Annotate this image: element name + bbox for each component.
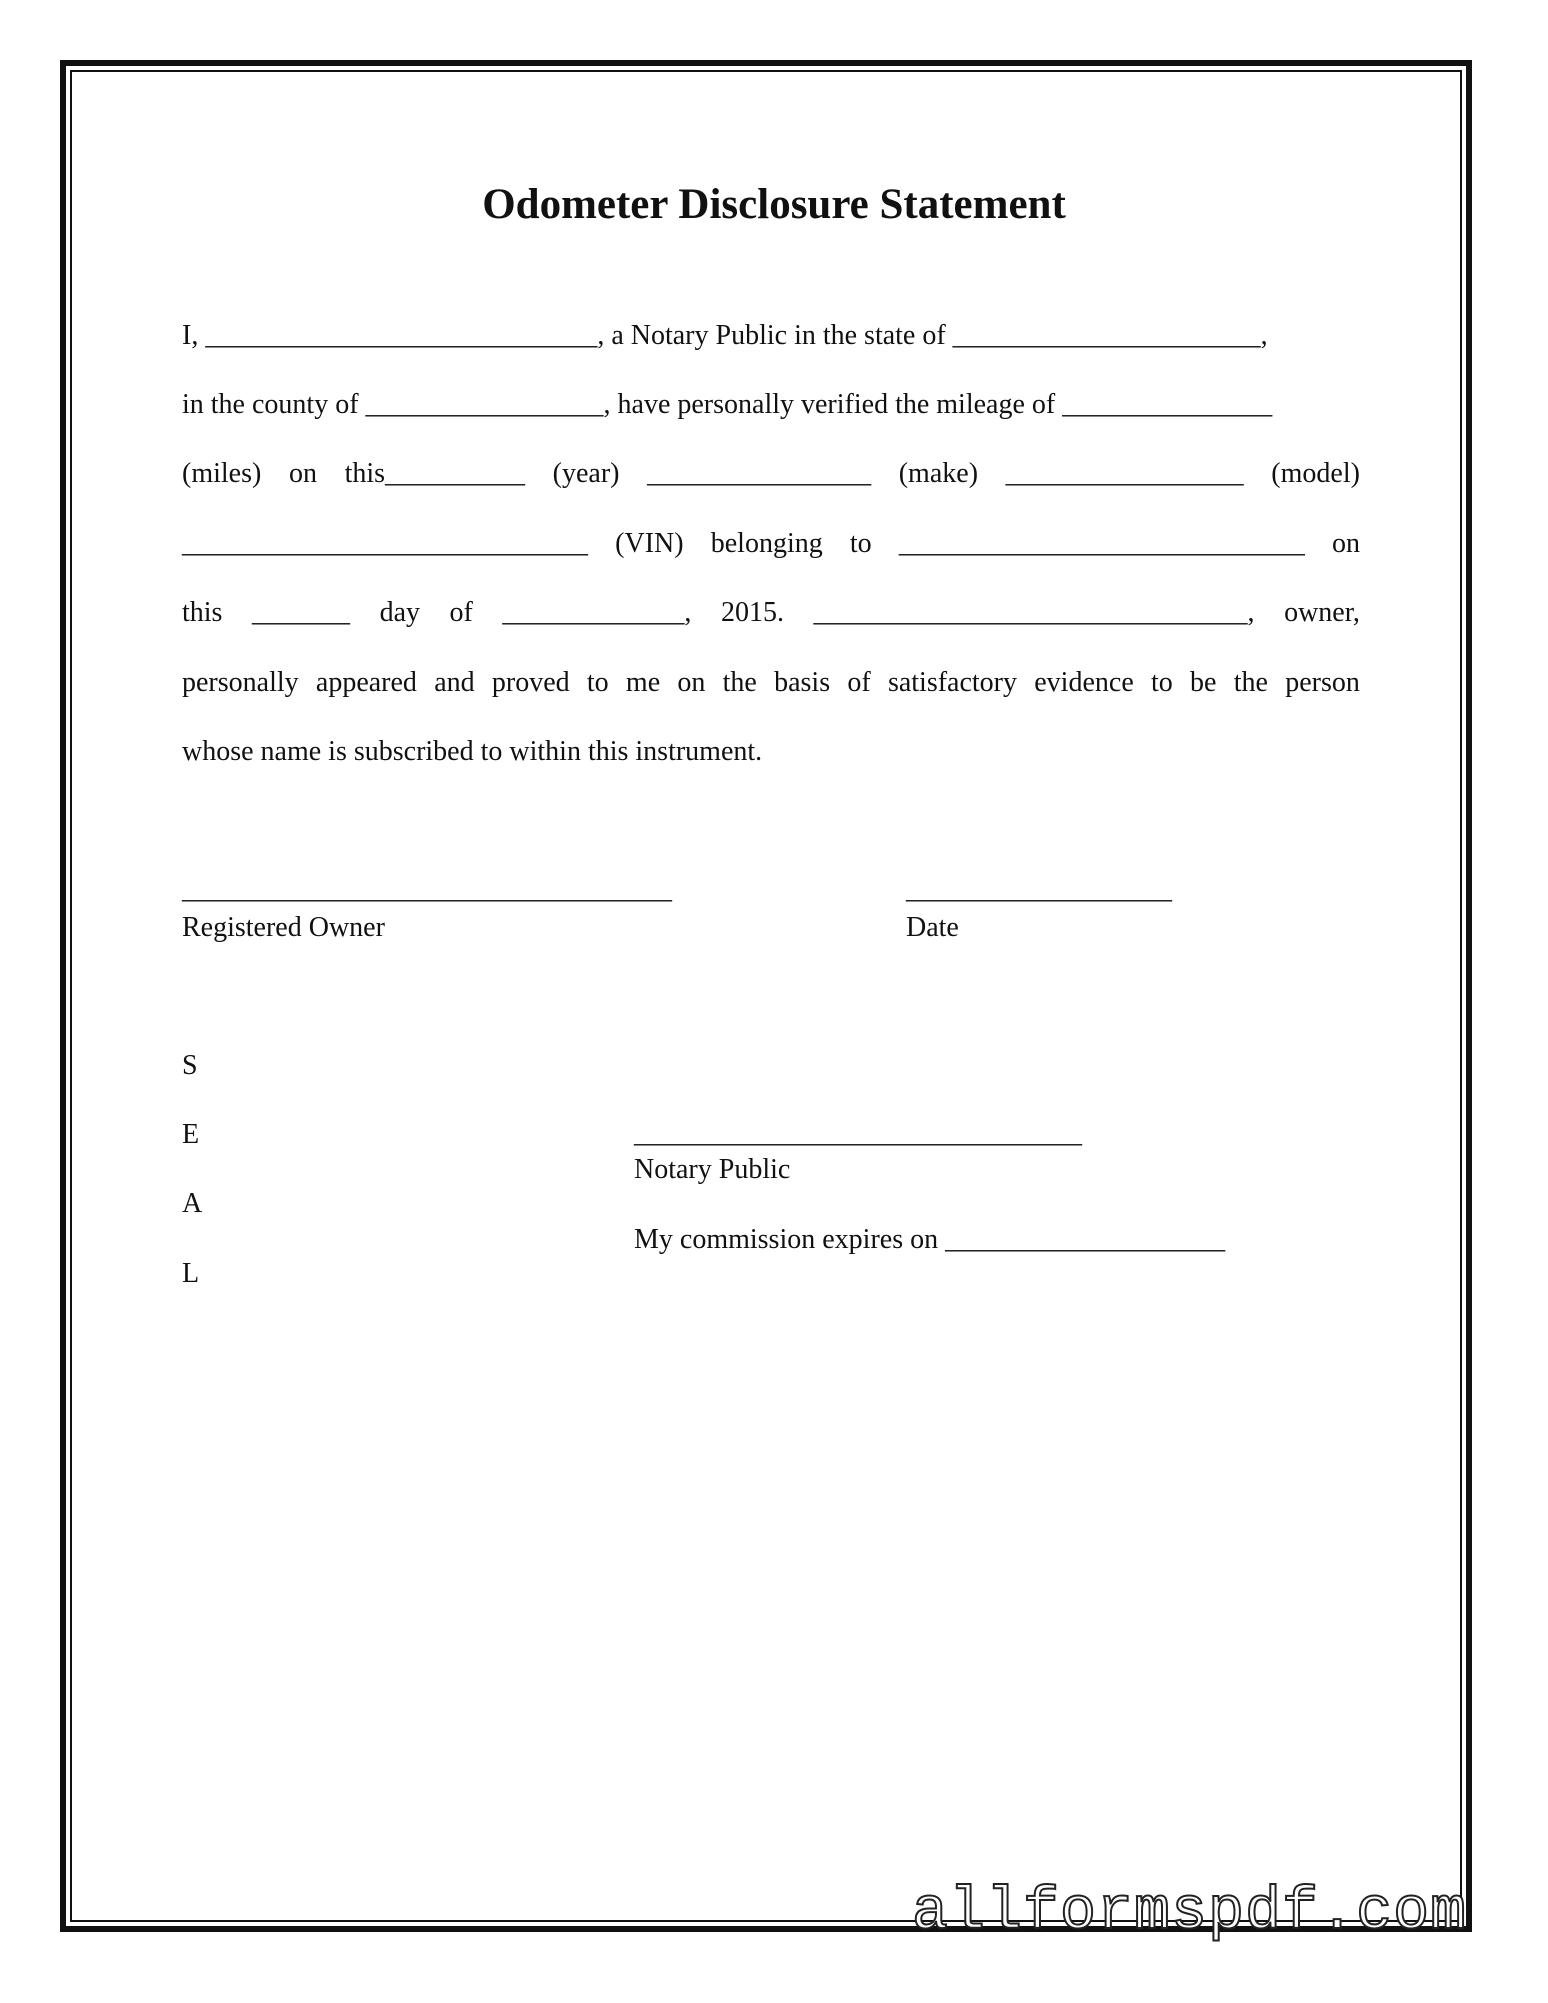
paragraph-text: (VIN) (615, 528, 684, 559)
paragraph-text: this (182, 597, 223, 628)
owner-signature-label: Registered Owner (182, 912, 385, 943)
paragraph-text: on (288, 458, 317, 489)
paragraph-text: whose name is subscribed to within this instrument. (182, 736, 763, 767)
paragraph-text: personally (182, 667, 299, 698)
owner-signature-line[interactable]: ___________________________________ (182, 874, 672, 905)
paragraph-text: (year) (552, 458, 620, 489)
paragraph-text: to (849, 528, 872, 559)
paragraph-text: on (677, 667, 706, 698)
paragraph-text: evidence (1034, 667, 1134, 698)
paragraph-text: to (586, 667, 609, 698)
paragraph-text: of (449, 597, 473, 628)
commission-expires[interactable]: My commission expires on ____________________ (634, 1224, 1226, 1255)
paragraph-text: belonging (710, 528, 823, 559)
paragraph-line (182, 454, 1360, 494)
paragraph-text: me (625, 667, 661, 698)
paragraph-text: proved (491, 667, 570, 698)
paragraph-line (182, 593, 1360, 633)
date-label: Date (906, 912, 959, 943)
paragraph-text: day (379, 597, 420, 628)
paragraph-text: person (1285, 667, 1360, 698)
paragraph-line (182, 316, 1360, 356)
paragraph-text: be (1190, 667, 1217, 698)
paragraph-text: basis (774, 667, 831, 698)
paragraph-text: _________________ (1005, 458, 1244, 489)
paragraph-text: _____________________________ (898, 528, 1305, 559)
paragraph-text: on (1331, 528, 1360, 559)
paragraph-text: owner, (1284, 597, 1360, 628)
paragraph-text: (miles) (182, 458, 262, 489)
paragraph-line (182, 524, 1360, 564)
paragraph-text: appeared (315, 667, 417, 698)
paragraph-text: the (1233, 667, 1268, 698)
seal-letter: L (182, 1258, 200, 1289)
paragraph-text: (make) (898, 458, 979, 489)
paragraph-text: I, ____________________________, a Notary Public in the state of ______________________, (182, 320, 1268, 351)
paragraph-line (182, 385, 1360, 425)
paragraph-line (182, 663, 1360, 703)
seal-letter: A (182, 1188, 203, 1219)
paragraph-text: this__________ (344, 458, 526, 489)
paragraph-text: _____________________________ (182, 528, 588, 559)
paragraph-text: in the county of _________________, have personally verified the mileage of _______________ (182, 389, 1273, 420)
paragraph-text: of (847, 667, 871, 698)
paragraph-text: the (722, 667, 757, 698)
document-title: Odometer Disclosure Statement (482, 181, 1066, 228)
paragraph-line (182, 732, 1360, 772)
notary-public-label: Notary Public (634, 1154, 791, 1185)
notary-signature-line[interactable]: ________________________________ (634, 1118, 1082, 1149)
paragraph-text: and (434, 667, 475, 698)
paragraph-text: _______ (252, 597, 351, 628)
paragraph-text: (model) (1271, 458, 1360, 489)
paragraph-text: ________________ (647, 458, 872, 489)
seal-letter: E (182, 1119, 200, 1150)
watermark: allformspdf.com (912, 1879, 1468, 1947)
paragraph-text: _______________________________, (813, 597, 1255, 628)
paragraph-text: 2015. (720, 597, 784, 628)
seal-letter: S (182, 1050, 198, 1081)
paragraph-text: satisfactory (887, 667, 1017, 698)
paragraph-text: _____________, (502, 597, 692, 628)
paragraph-text: to (1151, 667, 1173, 698)
date-line[interactable]: ___________________ (906, 874, 1172, 905)
